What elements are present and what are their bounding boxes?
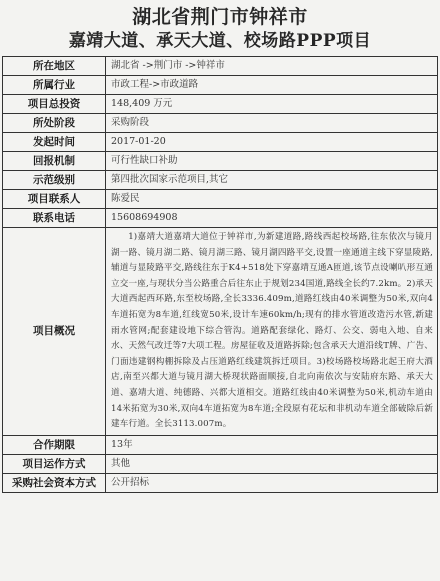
row-start-date xyxy=(3,133,438,152)
row-total-investment xyxy=(3,95,438,114)
label-cooperation-period: 合作期限 xyxy=(3,435,106,454)
label-stage: 所处阶段 xyxy=(3,114,106,133)
label-demo-level: 示范级别 xyxy=(3,171,106,190)
label-contact: 项目联系人 xyxy=(3,190,106,209)
row-region xyxy=(3,57,438,76)
value-start-date: 2017-01-20 xyxy=(106,133,438,152)
label-industry: 所属行业 xyxy=(3,76,106,95)
row-overview xyxy=(3,228,438,436)
label-region: 所在地区 xyxy=(3,57,106,76)
label-operation-mode: 项目运作方式 xyxy=(3,454,106,473)
project-info-table xyxy=(2,56,438,493)
row-operation-mode xyxy=(3,454,438,473)
row-phone xyxy=(3,209,438,228)
row-procurement-method xyxy=(3,473,438,492)
label-overview: 项目概况 xyxy=(3,228,106,436)
row-return-mechanism xyxy=(3,152,438,171)
label-total-investment: 项目总投资 xyxy=(3,95,106,114)
label-start-date: 发起时间 xyxy=(3,133,106,152)
title-line-1: 湖北省荆门市钟祥市 xyxy=(132,6,308,28)
label-procurement-method: 采购社会资本方式 xyxy=(3,473,106,492)
value-overview: 1)嘉靖大道嘉靖大道位于钟祥市,为新建道路,路线西起校场路,往东依次与镜月湖一路、镜月湖二路、镜月湖三路、镜月湖四路平交,设置一座通道主线下穿显陵路,辅道与显陵路平交,路线往东于K4+518处下穿嘉靖互通A匝道,该节点设喇叭形互通立交一座,与现状分当公路重合后往东止于规划234国道,路线全长约7.2km。2)承天大道西起西环路,东至校场路,全长3336.409m,道路红线由40米调整为50米,双向4车道拓宽为8车道,红线宽50米,设计车速60km/h;现有的排水管道改造污水管,新建雨水管网;配套建设地下综合管沟。道路配套绿化、路灯、公交、弱电入地、自来水、天然气改迁等7大项工程。房屋征收及道路拆除;包含承天大道沿线T牌、广告、门面违建钢构棚拆除及占压道路红线建筑拆迁项目。3)校场路校场路北起王府大酒店,南至兴都大道与镜月湖大桥现状路面顺接,自北向南依次与安陆府东路、承天大道、嘉靖大道、纯德路、兴都大道相交。道路红线由40米调整为50米,机动车道由14米拓宽为30米,双向4车道拓宽为8车道;全段原有花坛和非机动车道全部破除后新建车行道。全长3113.007m。 xyxy=(106,228,438,436)
row-cooperation-period xyxy=(3,435,438,454)
row-demo-level xyxy=(3,171,438,190)
value-contact: 陈爱民 xyxy=(106,190,438,209)
value-return-mechanism: 可行性缺口补助 xyxy=(106,152,438,171)
value-region: 湖北省 ->荆门市 ->钟祥市 xyxy=(106,57,438,76)
value-demo-level: 第四批次国家示范项目,其它 xyxy=(106,171,438,190)
value-operation-mode: 其他 xyxy=(106,454,438,473)
label-phone: 联系电话 xyxy=(3,209,106,228)
title-line-2: 嘉靖大道、承天大道、校场路PPP项目 xyxy=(68,31,372,51)
value-cooperation-period: 13年 xyxy=(106,435,438,454)
row-contact xyxy=(3,190,438,209)
row-industry xyxy=(3,76,438,95)
value-stage: 采购阶段 xyxy=(106,114,438,133)
value-industry: 市政工程->市政道路 xyxy=(106,76,438,95)
label-return-mechanism: 回报机制 xyxy=(3,152,106,171)
value-total-investment: 148,409 万元 xyxy=(106,95,438,114)
value-procurement-method: 公开招标 xyxy=(106,473,438,492)
row-stage xyxy=(3,114,438,133)
value-phone: 15608694908 xyxy=(106,209,438,228)
